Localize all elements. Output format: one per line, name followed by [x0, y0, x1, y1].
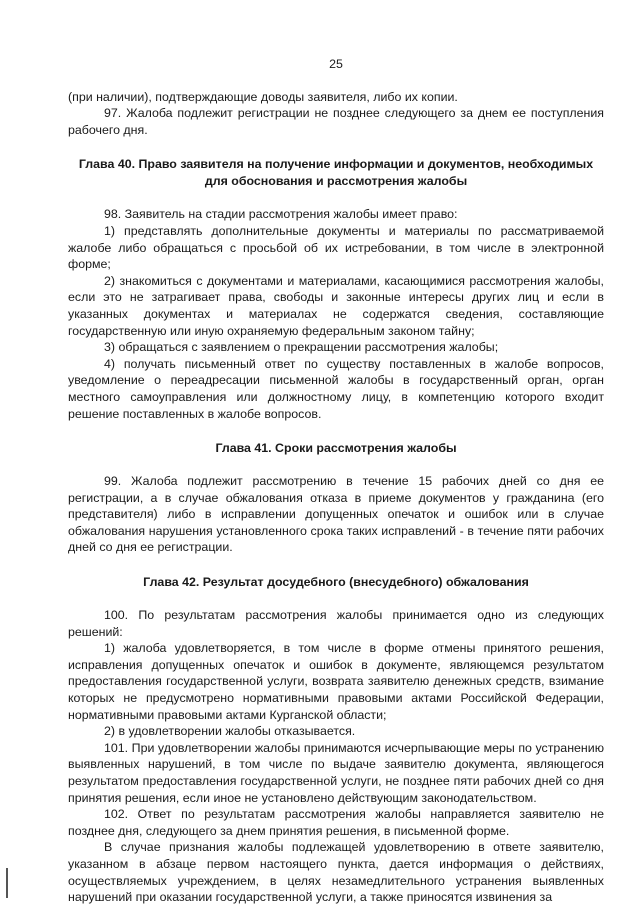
chapter-40-heading: Глава 40. Право заявителя на получение информации и документов, необходимых для обоснования и рассмотрения жалобы: [78, 157, 594, 189]
paragraph-98-item-4: 4) получать письменный ответ по существу поставленных в жалобе вопросов, уведомление о переадресации письменной жалобы в государственный орган, орган местного самоуправления или должностному лицу, в компетенцию которого входит решение поставленных в жалобе вопросов.: [68, 356, 604, 421]
paragraph-101: 101. При удовлетворении жалобы принимаются исчерпывающие меры по устранению выявленных нарушений, в том числе по выдаче заявителю документа, являющегося результатом предоставления государственной услуги, не позднее пяти рабочих дней со дня принятия решения, если иное не установлено действующим законодательством.: [68, 740, 604, 805]
document-page: [68, 56, 604, 906]
paragraph-continuation: (при наличии), подтверждающие доводы заявителя, либо их копии.: [68, 89, 458, 104]
scan-edge-mark: [6, 868, 8, 898]
paragraph-100-item-2: 2) в удовлетворении жалобы отказывается.: [104, 724, 356, 739]
paragraph-97: 97. Жалоба подлежит регистрации не позднее следующего за днем ее поступления рабочего дня.: [68, 106, 604, 137]
paragraph-98: 98. Заявитель на стадии рассмотрения жалобы имеет право:: [104, 207, 458, 222]
chapter-42-heading: Глава 42. Результат досудебного (внесудебного) обжалования: [143, 575, 529, 590]
paragraph-98-item-2: 2) знакомиться с документами и материалами, касающимися рассмотрения жалобы, если это не затрагивает права, свободы и законные интересы других лиц и если в указанных документах и материалах не содержатся сведения, составляющие государственную или иную охраняемую федеральным законом тайну;: [68, 273, 604, 338]
page-number: 25: [329, 57, 343, 71]
paragraph-102: 102. Ответ по результатам рассмотрения жалобы направляется заявителю не позднее дня, следующего за днем принятия решения, в письменной форме.: [68, 807, 604, 838]
paragraph-102-continued: В случае признания жалобы подлежащей удовлетворению в ответе заявителю, указанном в абзаце первом настоящего пункта, дается информация о действиях, осуществляемых учреждением, в целях незамедлительного устранения выявленных нарушений при оказании государственной услуги, а также приносятся извинения за: [68, 840, 604, 905]
paragraph-98-item-1: 1) представлять дополнительные документы и материалы по рассматриваемой жалобе либо обращаться с просьбой об их истребовании, в том числе в электронной форме;: [68, 223, 604, 272]
paragraph-99: 99. Жалоба подлежит рассмотрению в течение 15 рабочих дней со дня ее регистрации, а в случае обжалования отказа в приеме документов у гражданина (его представителя) либо в исправлении допущенных опечаток и ошибок или в случае обжалования нарушения установленного срока таких исправлений - в течение пяти рабочих дней со дня ее регистрации.: [68, 474, 604, 555]
paragraph-100-item-1: 1) жалоба удовлетворяется, в том числе в форме отмены принятого решения, исправления допущенных опечаток и ошибок в документе, являющемся результатом предоставления государственной услуги, возврата заявителю денежных средств, взимание которых не предусмотрено нормативными правовыми актами Российской Федерации, нормативными правовыми актами Курганской области;: [68, 641, 604, 722]
paragraph-98-item-3: 3) обращаться с заявлением о прекращении рассмотрения жалобы;: [104, 340, 499, 355]
chapter-41-heading: Глава 41. Сроки рассмотрения жалобы: [215, 441, 457, 456]
paragraph-100: 100. По результатам рассмотрения жалобы принимается одно из следующих решений:: [68, 608, 604, 639]
